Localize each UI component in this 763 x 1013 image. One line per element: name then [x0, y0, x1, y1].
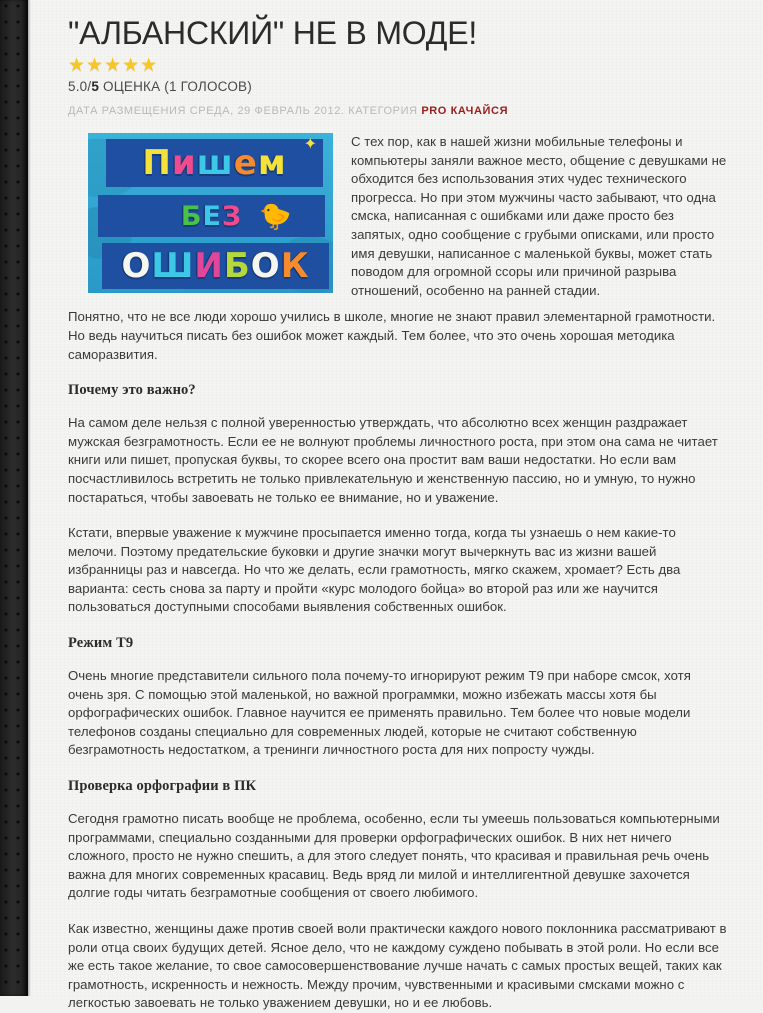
- article-meta: [68, 104, 727, 119]
- article-content-column: [31, 0, 763, 1011]
- article-thumbnail-image[interactable]: [88, 133, 333, 293]
- sparkle-icon: ✦: [303, 136, 317, 153]
- intro-paragraph: С тех пор, как в нашей жизни мобильные телефоны и компьютеры заняли важное место, общение с девушками не обходится без использования этих чудес технического прогресса. Но при этом мужчины часто забывают, что одна смска, написанная с ошибками или даже просто без запятых, одно сообщение с грубыми описками, или просто имя девушки, написанное с маленькой буквы, может стать поводом для огромной ссоры или причиной разрыва отношений, особенно на ранней стадии.: [351, 134, 727, 298]
- section-2-paragraph-1: Очень многие представители сильного пола почему-то игнорируют режим Т9 при наборе смсок, хотя очень зря. С помощью этой маленькой, но важной программки, можно избежать массы хотя бы орфографических ошибок. Главное научится ее применять правильно. Тем более что новые модели телефонов созданы специально для современных людей, которые не считают собственную безграмотность недостатком, а тренинги личностного роста для них попросту чужды.: [68, 668, 691, 758]
- page-left-gutter-texture: [0, 0, 28, 996]
- rating-stars[interactable]: ★★★★★: [68, 55, 159, 76]
- rating-score: 5.0: [68, 79, 88, 94]
- section-1-paragraph-2: Кстати, впервые уважение к мужчине просыпается именно тогда, когда ты узнаешь о нем какие-то мелочи. Поэтому предательские буковки и другие значки могут вычеркнуть вас из жизни вашей избранницы раз и навсегда. Но что же делать, если грамотность, мягко скажем, хромает? Есть два варианта: сесть снова за парту и пройти «курс молодого бойца» во второй раз или же научится пользоваться доступными способами выявления собственных ошибок.: [68, 525, 681, 615]
- section-heading-spellcheck-pc: Проверка орфографии в ПК: [68, 778, 257, 795]
- duckling-icon: 🐤: [259, 201, 292, 231]
- meta-date-text: ДАТА РАЗМЕЩЕНИЯ СРЕДА, 29 ФЕВРАЛЬ 2012. КАТЕГОРИЯ: [68, 105, 418, 117]
- section-heading-t9-mode: Режим Т9: [68, 635, 134, 652]
- thumbnail-word-1: Пишем: [142, 143, 287, 183]
- intro-block: [68, 131, 727, 306]
- section-3-paragraph-2: Как известно, женщины даже против своей воли практически каждого нового поклонника рассматривают в роли отца своих будущих детей. Ясное дело, что не каждому суждено побывать в этой роли. Но если все же есть такое желание, то свое самосовершенствование лучше начать с самых простых вещей, таких как грамотность, искренность и нежность. Между прочим, чувственными и красивыми смсками можно с легкостью завоевать не только уважением девушки, но и ее любовь.: [68, 921, 727, 1011]
- rating-summary: [68, 78, 727, 96]
- thumbnail-word-2: БЕЗ: [180, 200, 243, 232]
- thumbnail-word-3: ОШИБОК: [121, 246, 310, 286]
- rating-max: 5: [91, 79, 100, 94]
- paragraph-2: Понятно, что не все люди хорошо учились в школе, многие не знают правил элементарной грамотности. Но ведь научиться писать без ошибок может каждый. Тем более, что это очень хорошая методика саморазвития.: [68, 309, 716, 362]
- section-1-paragraph-1: На самом деле нельзя с полной уверенностью утверждать, что абсолютно всех женщин раздражает мужская безграмотность. Если ее не волнуют проблемы личностного роста, при этом она сама не читает книги или пишет, пропуская буквы, то скорее всего она простит вам ваши недостатки. Но если вам посчастливилось встретить не только привлекательную и женственную пассию, но и умную, то нужно постараться, чтобы завоевать не только ее внимание, но и уважение.: [68, 415, 718, 505]
- thumbnail-band-1: [106, 136, 323, 187]
- thumbnail-band-3: [102, 243, 329, 289]
- category-link[interactable]: PRO КАЧАЙСЯ: [421, 105, 509, 117]
- rating-label: ОЦЕНКА (1 ГОЛОСОВ): [103, 79, 252, 94]
- section-heading-why-important: Почему это важно?: [68, 382, 196, 399]
- section-3-paragraph-1: Сегодня грамотно писать вообще не проблема, особенно, если ты умеешь пользоваться компьютерными программами, специально созданными для проверки орфографических ошибок. В них нет ничего сложного, просто не нужно спешить, а для этого следует понять, что красивая и правильная речь очень важна для многих современных красавиц. Ведь вряд ли милой и интеллигентной девушке захочется долгие годы читать безграмотные сообщения от своего любимого.: [68, 811, 720, 901]
- page-title: "АЛБАНСКИЙ" НЕ В МОДЕ!: [68, 15, 478, 51]
- rating-separator: /: [87, 79, 92, 94]
